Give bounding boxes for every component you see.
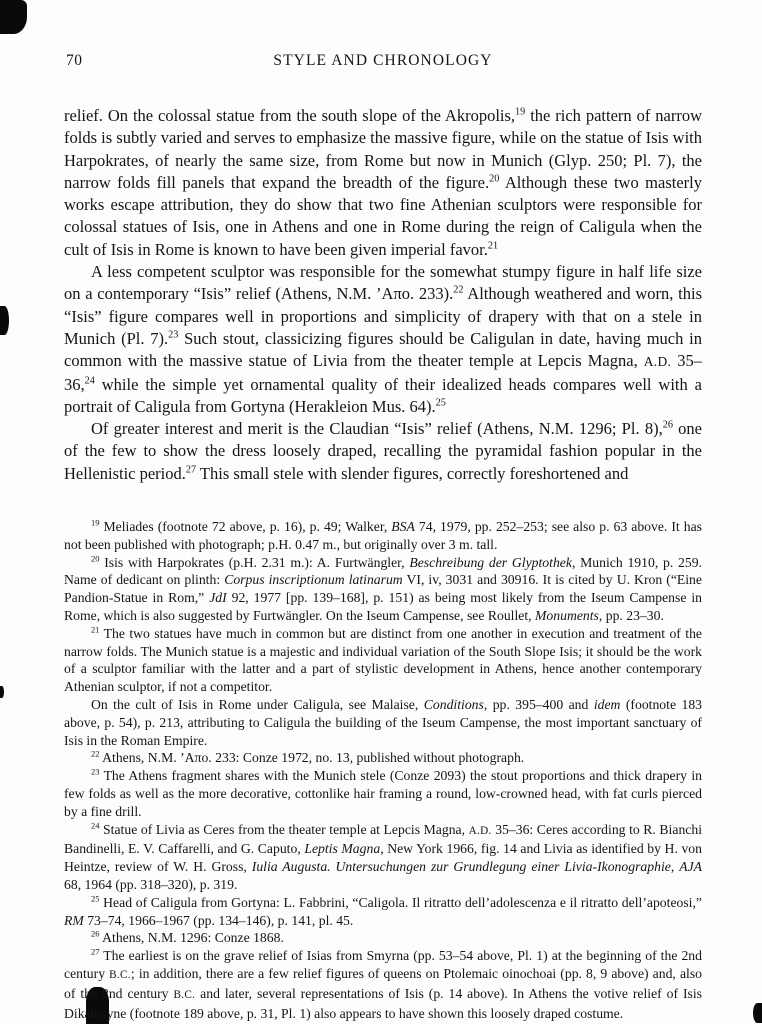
body-paragraph: A less competent sculptor was responsible for the somewhat stumpy figure in half life size on a contemporary “Isis” relief (Athens, N.M. ’Απο. 233).$^{22}$ Although weathered and worn, this “Isis” figure compares well in proportions and simplicity of drapery with that on a stele in Munich (Pl. 7).$^{23}$ Such stout, classicizing figures should be Caligulan in date, having much in common with the massive statue of Livia from the theater temple at Lepcis Magna, A.D. 35–36,24 while the simple yet ornamental quality of their idealized heads compares well with a portrait of Caligula from Gortyna (Herakleion Mus. 64).$^{25}$ [64, 262, 702, 416]
page-content [64, 52, 702, 1022]
footnote-paragraph: $^{25}$ Head of Caligula from Gortyna: L. Fabbrini, “Caligola. Il ritratto dell’adolescenza e il ritratto dell’apoteosi,” RM 73–74, 1966–1967 (pp. 134–146), p. 141, pl. 45. [64, 893, 702, 928]
scan-artifact-left-edge-small [0, 686, 4, 698]
page-number: 70 [66, 52, 83, 69]
footnotes-section [64, 518, 702, 1022]
scan-artifact-bottom-right [753, 1003, 762, 1023]
page-header [64, 52, 702, 74]
footnote-paragraph: $^{21}$ The two statues have much in common but are distinct from one another in execution and treatment of the narrow folds. The Munich statue is a majestic and individual variation of the South Slope Isis; it should be the work of a sculptor familiar with the latter and a part of stylistic development in Athens, hence another contemporary Athenian sculptor, if not a competitor. [64, 624, 702, 695]
running-head: STYLE AND CHRONOLOGY [273, 52, 493, 69]
body-paragraph: Of greater interest and merit is the Claudian “Isis” relief (Athens, N.M. 1296; Pl. 8),$^{26}$ one of the few to show the dress loosely draped, recalling the pyramidal fashion popular in the Hellenistic period.$^{27}$ This small stele with slender figures, correctly foreshortened and [64, 419, 703, 483]
footnote-paragraph: $^{26}$ Athens, N.M. 1296: Conze 1868. [91, 928, 284, 946]
body-text [64, 105, 702, 485]
scan-artifact-top-left [0, 0, 27, 34]
footnote-paragraph: $^{23}$ The Athens fragment shares with the Munich stele (Conze 2093) the stout proportions and thick drapery in few folds as well as the more decorative, cottonlike hair framing a round, low-crowned head, with fat curls pierced by a fine drill. [64, 766, 702, 819]
footnote-paragraph: $^{24}$ Statue of Livia as Ceres from the theater temple at Lepcis Magna, A.D. 35–36: Ceres according to R. Bianchi Bandinelli, E. V. Caffarelli, and G. Caputo, Leptis Magna, New York 1966, fig. 14 and Livia as identified by H. von Heintze, review of W. H. Gross, Iulia Augusta. Untersuchungen zur Grundlegung einer Livia-Ikonographie, AJA 68, 1964 (pp. 318–320), p. 319. [64, 820, 703, 892]
body-paragraph: relief. On the colossal statue from the south slope of the Akropolis,$^{19}$ the rich pattern of narrow folds is subtly varied and serves to emphasize the massive figure, while on the statue of Isis with Harpokrates, of nearly the same size, from Rome but now in Munich (Glyp. 250; Pl. 7), the narrow folds fill panels that expand the breadth of the figure.$^{20}$ Although these two masterly works escape attribution, they do show that two fine Athenian sculptors were responsible for colossal statues of Isis, one in Athens and one in Rome during the reign of Caligula when the cult of Isis in Rome is known to have been given imperial favor.$^{21}$ [64, 106, 702, 259]
footnote-paragraph: On the cult of Isis in Rome under Caligula, see Malaise, Conditions, pp. 395–400 and idem (footnote 183 above, p. 54), p. 213, attributing to Caligula the building of the Iseum Campense, the most important sanctuary of Isis in the Roman Empire. [64, 697, 703, 748]
scan-artifact-left-edge [0, 306, 9, 335]
footnote-paragraph: $^{22}$ Athens, N.M. ’Απο. 233: Conze 1972, no. 13, published without photograph. [91, 748, 525, 766]
footnote-paragraph: $^{19}$ Meliades (footnote 72 above, p. 16), p. 49; Walker, BSA 74, 1979, pp. 252–253; see also p. 63 above. It has not been published with photograph; p.H. 0.47 m., but originally over 3 m. tall. [64, 517, 702, 552]
footnote-paragraph: $^{27}$ The earliest is on the grave relief of Isias from Smyrna (pp. 53–54 above, Pl. 1) at the beginning of the 2nd century B.C.; in addition, there are a few relief figures of queens on Ptolemaic oinochoai (pp. 8, 9 above) and, also of the 2nd century B.C. and later, several representations of Isis (p. 14 above). In Athens the votive relief of Isis Dikaiosyne (footnote 189 above, p. 31, Pl. 1) also appears to have shown this loosely draped costume. [64, 946, 703, 1021]
footnote-paragraph: $^{20}$ Isis with Harpokrates (p.H. 2.31 m.): A. Furtwängler, Beschreibung der Glyptothek, Munich 1910, p. 259. Name of dedicant on plinth: Corpus inscriptionum latinarum VI, iv, 3031 and 30916. It is cited by U. Kron (“Eine Pandion-Statue in Rom,” JdI 92, 1977 [pp. 139–168], p. 151) as being most likely from the Iseum Campense in Rome, which is also suggested by Furtwängler. On the Iseum Campense, see Roullet, Monuments, pp. 23–30. [64, 553, 703, 624]
